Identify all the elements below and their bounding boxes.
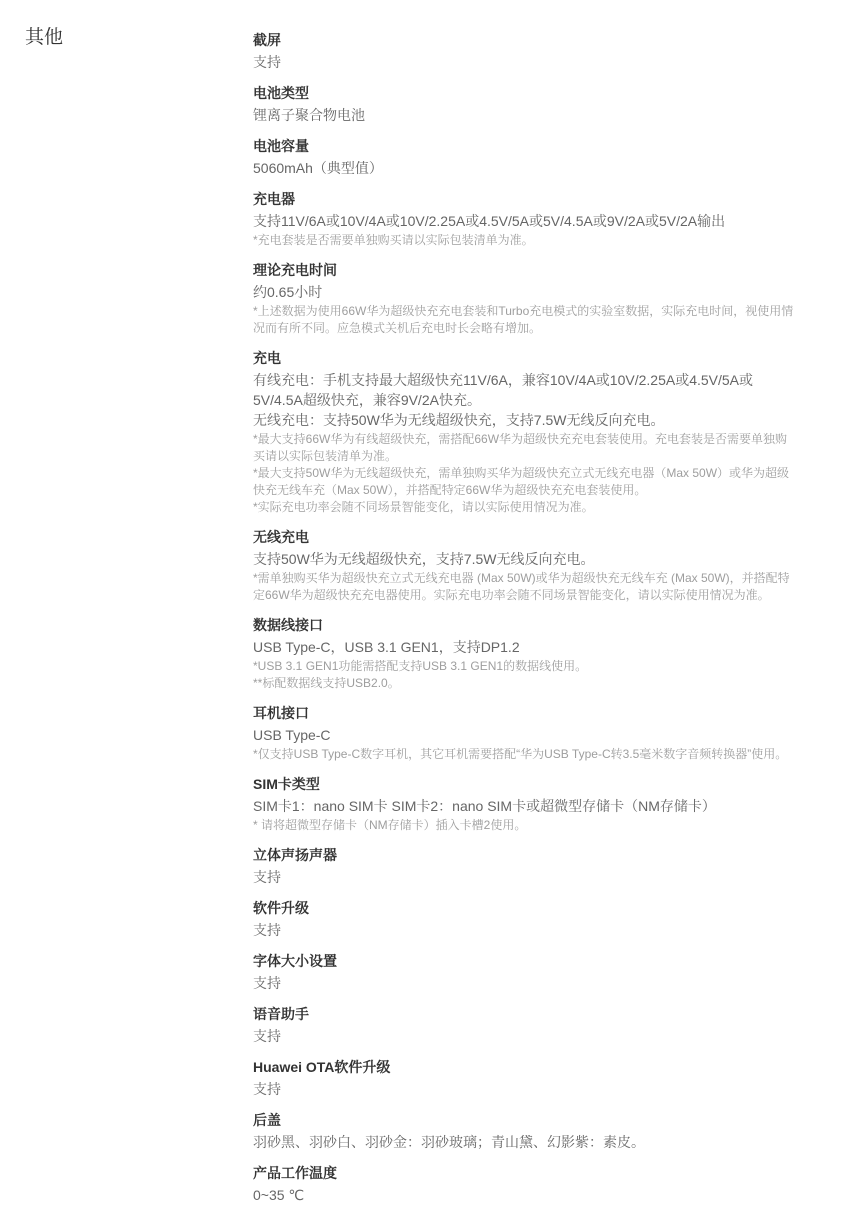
spec-item [253, 348, 798, 516]
spec-item-value: SIM卡1：nano SIM卡 SIM卡2：nano SIM卡或超微型存储卡（NM存储卡） [253, 798, 716, 814]
spec-item-label: SIM卡类型 [253, 776, 320, 792]
spec-item-label: 产品工作温度 [253, 1165, 337, 1181]
spec-item-label: 立体声扬声器 [253, 847, 337, 863]
spec-item-values [253, 920, 798, 940]
spec-item-values [253, 725, 798, 745]
spec-item-label: 理论充电时间 [253, 262, 337, 278]
spec-item [253, 703, 798, 763]
spec-item-label: 耳机接口 [253, 705, 309, 721]
spec-item [253, 774, 798, 834]
spec-item [253, 1057, 798, 1099]
spec-item-values [253, 52, 798, 72]
spec-item-label: 后盖 [253, 1112, 281, 1128]
spec-item-value: 支持 [253, 975, 281, 991]
spec-item-note: *仅支持USB Type-C数字耳机，其它耳机需要搭配“华为USB Type-C转3.5毫米数字音频转换器”使用。 [253, 747, 788, 761]
spec-item-notes [253, 658, 798, 692]
spec-item-label: 充电 [253, 350, 281, 366]
spec-list [253, 26, 798, 1216]
spec-item-label: 软件升级 [253, 900, 309, 916]
spec-item-notes [253, 232, 798, 249]
spec-item-value: 锂离子聚合物电池 [253, 107, 365, 123]
spec-item-note: *最大支持66W华为有线超级快充，需搭配66W华为超级快充充电套装使用。充电套装是否需要单独购买请以实际包装清单为准。 [253, 432, 788, 463]
spec-item-notes [253, 570, 798, 604]
spec-item-notes [253, 303, 798, 337]
spec-item-note: *上述数据为使用66W华为超级快充充电套装和Turbo充电模式的实验室数据，实际充电时间，视使用情况而有所不同。应急模式关机后充电时长会略有增加。 [253, 304, 794, 335]
spec-item-value: 支持 [253, 54, 281, 70]
spec-item [253, 30, 798, 72]
spec-item-value: USB Type-C，USB 3.1 GEN1，支持DP1.2 [253, 639, 520, 655]
spec-item-value: 支持 [253, 1028, 281, 1044]
spec-item-note: *USB 3.1 GEN1功能需搭配支持USB 3.1 GEN1的数据线使用。 [253, 659, 588, 673]
spec-item-note: *最大支持50W华为无线超级快充，需单独购买华为超级快充立式无线充电器（Max 50W）或华为超级快充无线车充（Max 50W），并搭配特定66W华为超级快充充电套装使用。 [253, 466, 790, 497]
spec-item [253, 615, 798, 692]
spec-item-label: 语音助手 [253, 1006, 309, 1022]
spec-item [253, 189, 798, 249]
spec-item [253, 260, 798, 337]
spec-item-note: *需单独购买华为超级快充立式无线充电器 (Max 50W)或华为超级快充无线车充 (Max 50W)，并搭配特定66W华为超级快充充电器使用。实际充电功率会随不同场景智能变化，请以实际使用情况为准。 [253, 571, 790, 602]
spec-item-value: 支持 [253, 1081, 281, 1097]
spec-item-value: 约0.65小时 [253, 284, 323, 300]
spec-item-values [253, 370, 798, 430]
spec-item [253, 136, 798, 178]
spec-item-label: 充电器 [253, 191, 295, 207]
spec-item-values [253, 1132, 798, 1152]
spec-item-values [253, 158, 798, 178]
spec-item-value: 0~35 ℃ [253, 1187, 305, 1203]
spec-item-value: 有线充电：手机支持最大超级快充11V/6A，兼容10V/4A或10V/2.25A或4.5V/5A或5V/4.5A超级快充，兼容9V/2A快充。 [253, 372, 754, 408]
spec-item-values [253, 211, 798, 231]
spec-item-values [253, 796, 798, 816]
spec-item-value: USB Type-C [253, 727, 331, 743]
spec-item-values [253, 1079, 798, 1099]
spec-item-values [253, 549, 798, 569]
spec-item [253, 83, 798, 125]
spec-item-value: 支持11V/6A或10V/4A或10V/2.25A或4.5V/5A或5V/4.5A或9V/2A或5V/2A输出 [253, 213, 726, 229]
spec-item [253, 1110, 798, 1152]
spec-item-note: *充电套装是否需要单独购买请以实际包装清单为准。 [253, 233, 534, 247]
spec-item-value: 5060mAh（典型值） [253, 160, 383, 176]
spec-item-values [253, 282, 798, 302]
spec-item-label: 电池容量 [253, 138, 309, 154]
spec-item-values [253, 1185, 798, 1205]
spec-item-note: * 请将超微型存储卡（NM存储卡）插入卡槽2使用。 [253, 818, 527, 832]
spec-item-label: 数据线接口 [253, 617, 323, 633]
spec-item-note: **标配数据线支持USB2.0。 [253, 676, 400, 690]
spec-item-value: 支持 [253, 869, 281, 885]
spec-item [253, 951, 798, 993]
spec-item-values [253, 867, 798, 887]
spec-item-values [253, 105, 798, 125]
spec-item-label: 无线充电 [253, 529, 309, 545]
spec-category-column [25, 26, 253, 1216]
spec-item-value: 支持50W华为无线超级快充，支持7.5W无线反向充电。 [253, 551, 595, 567]
spec-item-values [253, 1026, 798, 1046]
spec-item-value: 支持 [253, 922, 281, 938]
spec-item-value: 无线充电：支持50W华为无线超级快充，支持7.5W无线反向充电。 [253, 412, 665, 428]
spec-item-notes [253, 817, 798, 834]
spec-item-value: 羽砂黑、羽砂白、羽砂金：羽砂玻璃；青山黛、幻影紫：素皮。 [253, 1134, 645, 1150]
spec-item-values [253, 637, 798, 657]
spec-item [253, 527, 798, 604]
spec-item-notes [253, 746, 798, 763]
spec-item-notes [253, 431, 798, 516]
spec-item-label: 字体大小设置 [253, 953, 337, 969]
spec-item [253, 898, 798, 940]
spec-item-label: 电池类型 [253, 85, 309, 101]
spec-item [253, 1163, 798, 1205]
spec-item [253, 845, 798, 887]
spec-item-label: 截屏 [253, 32, 281, 48]
spec-item-label: Huawei OTA软件升级 [253, 1059, 391, 1075]
spec-category-title: 其他 [25, 27, 64, 48]
spec-item [253, 1004, 798, 1046]
spec-item-note: *实际充电功率会随不同场景智能变化，请以实际使用情况为准。 [253, 500, 594, 514]
spec-item-values [253, 973, 798, 993]
